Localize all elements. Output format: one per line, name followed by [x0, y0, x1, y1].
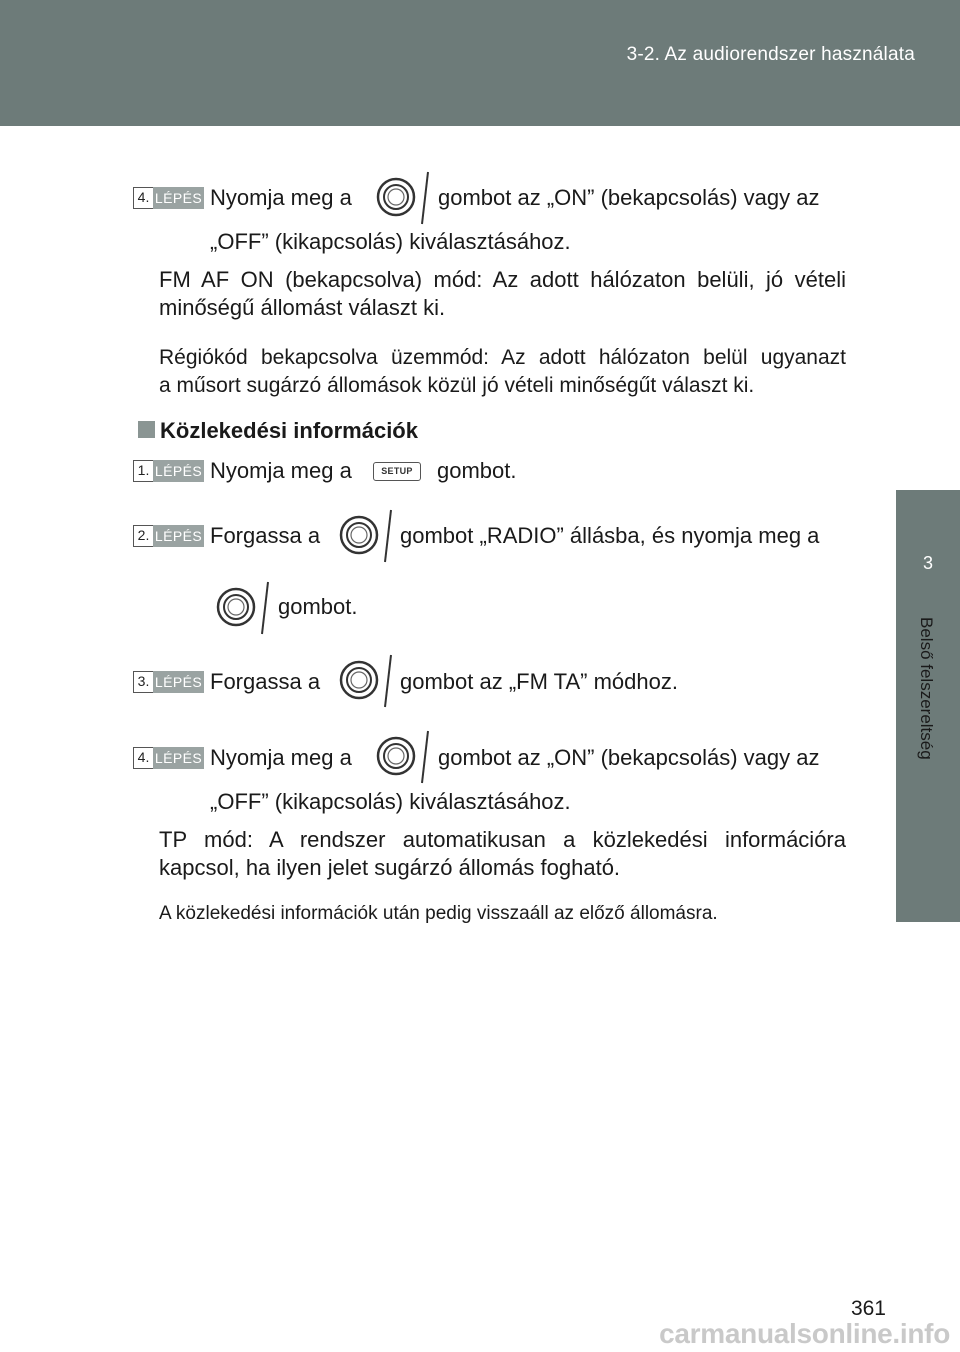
tune-knob-icon [335, 506, 395, 566]
chapter-number: 3 [922, 553, 933, 573]
tune-knob-icon [212, 578, 272, 638]
step-text-post: gombot az „FM TA” módhoz. [400, 669, 678, 694]
paragraph-line: a műsort sugárzó állomások közül jó vételi minőségűt választ ki. [159, 374, 755, 397]
setup-button-icon: SETUP [373, 462, 421, 481]
step-word: LÉPÉS [153, 187, 204, 209]
step-badge [133, 187, 204, 209]
tune-knob-icon [372, 168, 432, 228]
step-badge [133, 460, 204, 482]
paragraph-line: FM AF ON (bekapcsolva) mód: Az adott hálózaton belüli, jó vételi [159, 267, 846, 292]
step-number: 4. [133, 187, 153, 209]
watermark-text: carmanualsonline.info [659, 1318, 950, 1349]
step-text-pre: Forgassa a [210, 523, 321, 548]
step-text-cont: „OFF” (kikapcsolás) kiválasztásához. [210, 229, 571, 254]
section-heading: Közlekedési információk [160, 418, 418, 443]
step-text-pre: Forgassa a [210, 669, 321, 694]
step-number: 3. [133, 671, 153, 693]
section-bullet [138, 421, 155, 438]
page-number: 361 [850, 1297, 886, 1320]
step-text-post: gombot az „ON” (bekapcsolás) vagy az [438, 745, 820, 770]
step-number: 4. [133, 747, 153, 769]
step-text-post: gombot „RADIO” állásba, és nyomja meg a [400, 523, 820, 548]
step-text-post: gombot. [437, 458, 517, 483]
step-text-pre: Nyomja meg a [210, 185, 352, 210]
step-word: LÉPÉS [153, 525, 204, 547]
chapter-label: Belső felszereltség [917, 617, 936, 760]
chapter-tab [896, 490, 960, 922]
tune-knob-icon [335, 651, 395, 711]
step-text-cont: „OFF” (kikapcsolás) kiválasztásához. [210, 789, 571, 814]
step-text-pre: Nyomja meg a [210, 745, 352, 770]
paragraph-line: Régiókód bekapcsolva üzemmód: Az adott hálózaton belül ugyanazt [159, 346, 846, 369]
step-text-pre: Nyomja meg a [210, 458, 352, 483]
paragraph-line: TP mód: A rendszer automatikusan a közlekedési információra [159, 827, 846, 852]
header-band [0, 0, 960, 126]
step-badge [133, 525, 204, 547]
step-word: LÉPÉS [153, 460, 204, 482]
paragraph-line: minőségű állomást választ ki. [159, 295, 446, 320]
tune-knob-icon [372, 727, 432, 787]
note-text: A közlekedési információk után pedig visszaáll az előző állomásra. [159, 903, 718, 924]
section-title: 3-2. Az audiorendszer használata [626, 44, 915, 65]
step-number: 1. [133, 460, 153, 482]
step-badge [133, 747, 204, 769]
paragraph-line: kapcsol, ha ilyen jelet sugárzó állomás fogható. [159, 855, 621, 880]
step-text-post: gombot az „ON” (bekapcsolás) vagy az [438, 185, 820, 210]
step-word: LÉPÉS [153, 747, 204, 769]
step-number: 2. [133, 525, 153, 547]
step-text-cont: gombot. [278, 594, 358, 619]
step-word: LÉPÉS [153, 671, 204, 693]
step-badge [133, 671, 204, 693]
